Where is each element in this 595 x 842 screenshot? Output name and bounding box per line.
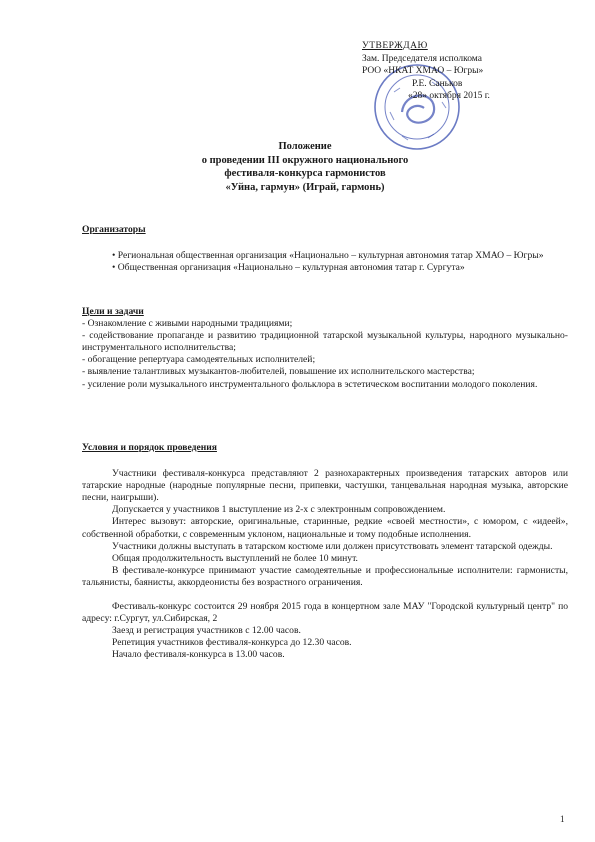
conditions-paragraph-5: Общая продолжительность выступлений не более 10 минут. (112, 552, 358, 564)
title-line-2: о проведении III окружного национального (201, 154, 409, 166)
conditions-heading: Условия и порядок проведения (82, 442, 217, 453)
conditions-paragraph-10: Начало фестиваля-конкурса в 13.00 часов. (112, 649, 285, 661)
conditions-paragraph-4: Участники должны выступать в татарском костюме или должен присутствовать элемент татарской одежды. (112, 540, 553, 552)
goals-item-2: - содействование пропаганде и развитию традиционной татарской музыкальной культуры, народного музыкально-инструментального исполнительства; (82, 330, 568, 354)
page-number: 1 (560, 814, 565, 824)
approval-heading: УТВЕРЖДАЮ (362, 41, 428, 51)
approval-position: Зам. Председателя исполкома (362, 53, 482, 64)
title-line-3: фестиваля-конкурса гармонистов (224, 168, 386, 180)
conditions-paragraph-1: Участники фестиваля-конкурса представляют 2 разнохарактерных произведения татарских авторов или татарские народные (народные популярные песни, припевки, частушки, танцевальная народная музыка, авторские песни, наигрыши). (82, 468, 568, 504)
approval-organization: РОО «НКАТ ХМАО – Югры» (362, 66, 484, 77)
conditions-paragraph-2: Допускается у участников 1 выступление из 2-х с электронным сопровождением. (112, 504, 446, 516)
approval-date: «28» октября 2015 г. (408, 91, 490, 102)
conditions-paragraph-7: Фестиваль-конкурс состоится 29 ноября 2015 года в концертном зале МАУ "Городской культурный центр" по адресу: г.Сургут, ул.Сибирская, 2 (82, 601, 568, 625)
goals-item-3: - обогащение репертуара самодеятельных исполнителей; (82, 354, 316, 366)
document-title (160, 140, 450, 194)
goals-section (82, 306, 568, 391)
approval-block (362, 40, 577, 103)
organizers-item-2: • Общественная организация «Национально – культурная автономия татар г. Сургута» (112, 262, 465, 274)
conditions-paragraph-6: В фестивале-конкурсе принимают участие самодеятельные и профессиональные исполнители: гармонисты, тальянисты, баянисты, аккордеонисты без возрастного ограничения. (82, 564, 568, 588)
organizers-section (82, 224, 568, 274)
organizers-heading: Организаторы (82, 224, 146, 235)
conditions-paragraph-8: Заезд и регистрация участников с 12.00 часов. (112, 625, 301, 637)
goals-item-5: - усиление роли музыкального инструментального фольклора в эстетическом воспитании молодого поколения. (82, 378, 538, 390)
approval-signatory: Р.Е. Саньков (412, 78, 463, 89)
goals-item-4: - выявление талантливых музыкантов-любителей, повышение их исполнительского мастерства; (82, 366, 475, 378)
title-line-4: «Уйна, гармун» (Играй, гармонь) (225, 181, 385, 193)
organizers-item-1: • Региональная общественная организация «Национально – культурная автономия татар ХМАО – Югры» (112, 250, 544, 262)
conditions-section (82, 442, 568, 662)
conditions-paragraph-9: Репетиция участников фестиваля-конкурса до 12.30 часов. (112, 637, 352, 649)
goals-item-1: - Ознакомление с живыми народными традициями; (82, 318, 293, 330)
conditions-paragraph-3: Интерес вызовут: авторские, оригинальные, старинные, редкие «своей местности», с юмором, с «идеей», собственной обработки, с современным уклоном, национальные и тому подобные исполнения. (82, 516, 568, 540)
goals-heading: Цели и задачи (82, 306, 144, 317)
title-line-1: Положение (278, 141, 332, 152)
